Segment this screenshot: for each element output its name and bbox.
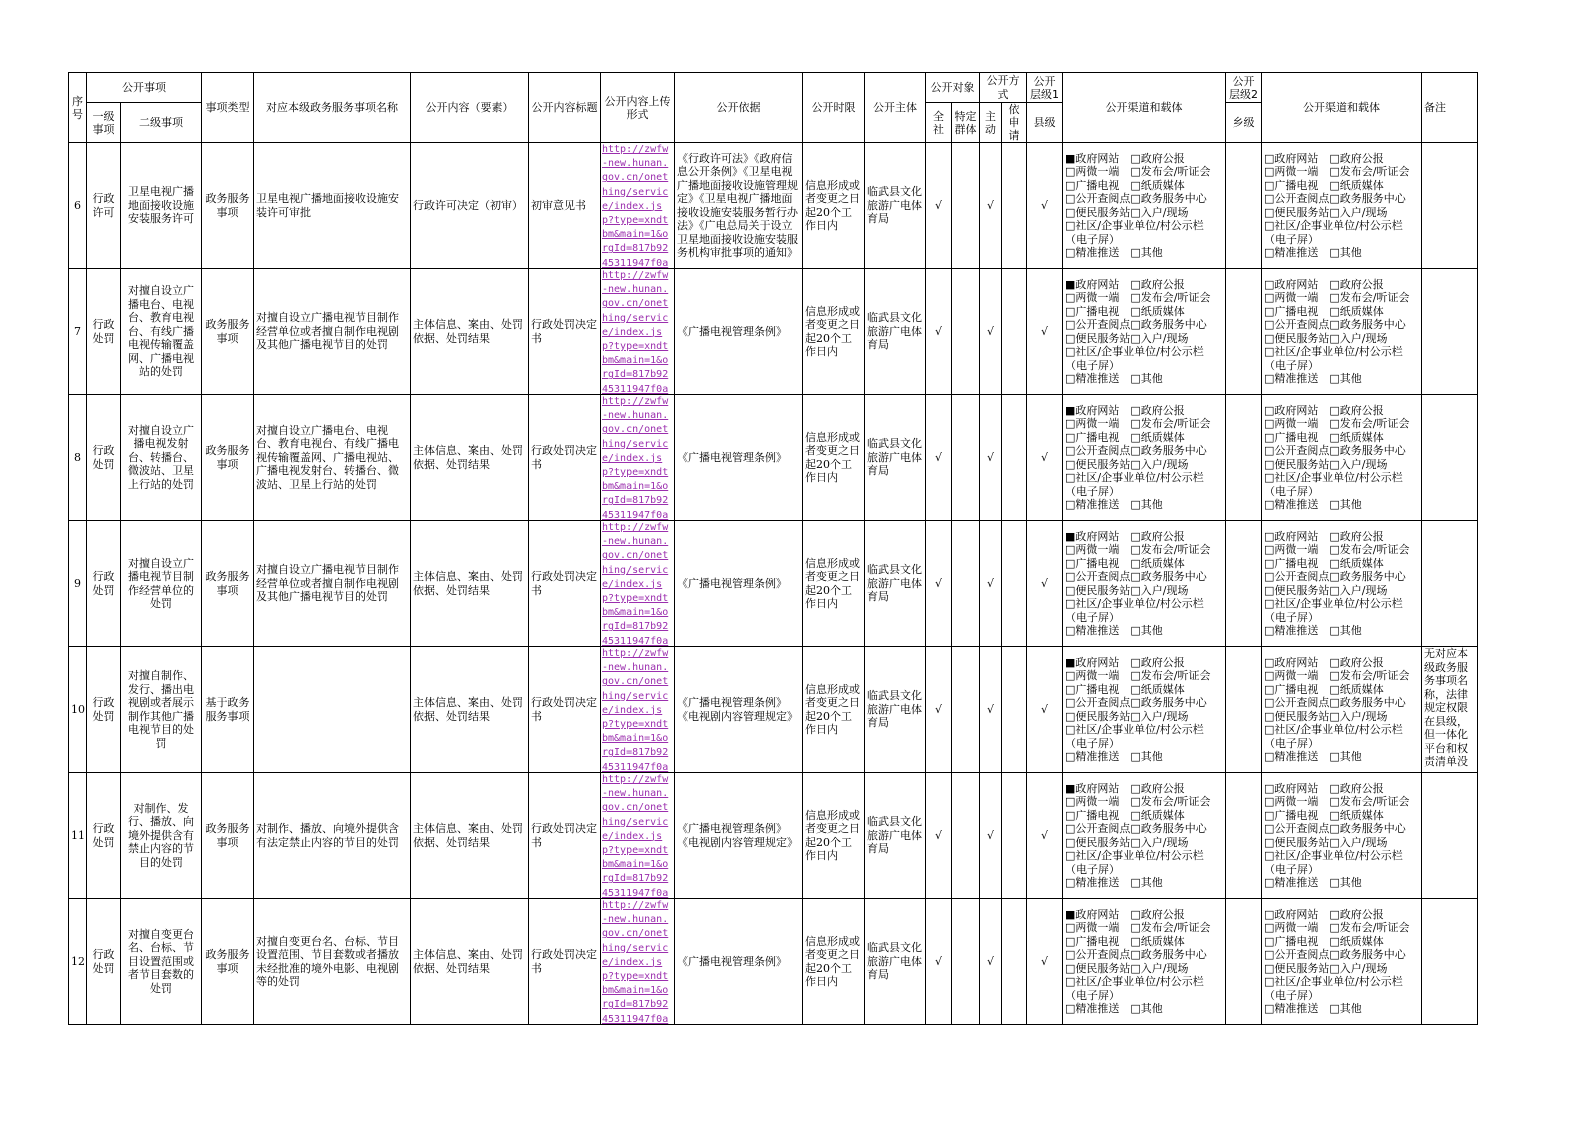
header-township: 乡级 [1226,103,1262,143]
row-channels-county: ■政府网站 □政府公报 □两微一端 □发布会/听证会 □广播电视 □纸质媒体 □公开查阅点□政务服务中心 □便民服务站□入户/现场 □社区/企事业单位/村公示栏 （电子屏） □精准推送 □其他 [1063,647,1226,773]
header-service-name: 对应本级政务服务事项名称 [254,73,411,143]
row-obj-specific [952,395,980,521]
row-item-type: 政务服务事项 [202,143,254,269]
header-tier2: 公开层级2 [1226,73,1262,103]
row-method-apply [1002,143,1027,269]
row-subject: 临武县文化旅游广电体育局 [865,143,926,269]
row-method-active: √ [980,269,1002,395]
row-method-active: √ [980,647,1002,773]
row-subject: 临武县文化旅游广电体育局 [865,899,926,1025]
row-upload-link [601,395,675,521]
row-content: 主体信息、案由、处罚依据、处罚结果 [411,395,529,521]
row-channels-township: □政府网站 □政府公报 □两微一端 □发布会/听证会 □广播电视 □纸质媒体 □公开查阅点□政务服务中心 □便民服务站□入户/现场 □社区/企事业单位/村公示栏 （电子屏） □精准推送 □其他 [1262,647,1422,773]
disclosure-table [68,72,1478,1025]
header-seq: 序号 [69,73,87,143]
row-item-type: 基于政务服务事项 [202,647,254,773]
row-time-limit: 信息形成或者变更之日起20个工作日内 [803,899,865,1025]
row-item-type: 政务服务事项 [202,521,254,647]
row-level2: 对擅自设立广播电视发射台、转播台、微波站、卫星上行站的处罚 [121,395,202,521]
row-seq: 8 [69,395,87,521]
row-basis: 《广播电视管理条例》 [675,269,803,395]
row-township [1226,395,1262,521]
upload-link[interactable]: http://zwfw-new.hunan.gov.cn/onething/service/index.jsp?type=xndtbm&main=1&orgId=817b9245311947f0a [602,144,669,268]
row-seq: 12 [69,899,87,1025]
row-content: 主体信息、案由、处罚依据、处罚结果 [411,269,529,395]
row-upload-link [601,647,675,773]
row-level2: 对擅自制作、发行、播出电视剧或者展示制作其他广播电视节目的处罚 [121,647,202,773]
row-channels-township: □政府网站 □政府公报 □两微一端 □发布会/听证会 □广播电视 □纸质媒体 □公开查阅点□政务服务中心 □便民服务站□入户/现场 □社区/企事业单位/村公示栏 （电子屏） □精准推送 □其他 [1262,521,1422,647]
row-upload-link [601,143,675,269]
header-time-limit: 公开时限 [803,73,865,143]
table-row [69,647,1478,773]
row-level1: 行政许可 [87,143,121,269]
row-content-title: 行政处罚决定书 [529,521,601,647]
upload-link[interactable]: http://zwfw-new.hunan.gov.cn/onething/service/index.jsp?type=xndtbm&main=1&orgId=817b9245311947f0a [602,774,669,898]
row-channels-township: □政府网站 □政府公报 □两微一端 □发布会/听证会 □广播电视 □纸质媒体 □公开查阅点□政务服务中心 □便民服务站□入户/现场 □社区/企事业单位/村公示栏 （电子屏） □精准推送 □其他 [1262,395,1422,521]
row-service-name: 卫星电视广播地面接收设施安装许可审批 [254,143,411,269]
row-remark [1422,773,1478,899]
row-content-title: 行政处罚决定书 [529,647,601,773]
row-seq: 9 [69,521,87,647]
row-obj-all: √ [926,269,952,395]
table-row [69,521,1478,647]
row-content: 主体信息、案由、处罚依据、处罚结果 [411,899,529,1025]
row-basis: 《广播电视管理条例》《电视剧内容管理规定》 [675,647,803,773]
row-service-name: 对制作、播放、向境外提供含有法定禁止内容的节目的处罚 [254,773,411,899]
header-method-apply: 依申请 [1002,103,1027,143]
header-channels2: 公开渠道和载体 [1262,73,1422,143]
row-method-apply [1002,521,1027,647]
row-level1: 行政处罚 [87,521,121,647]
row-obj-specific [952,647,980,773]
row-county: √ [1027,521,1063,647]
row-county: √ [1027,395,1063,521]
row-obj-all: √ [926,899,952,1025]
row-time-limit: 信息形成或者变更之日起20个工作日内 [803,395,865,521]
header-obj-all: 全社 [926,103,952,143]
row-basis: 《行政许可法》《政府信息公开条例》《卫星电视广播地面接收设施管理规定》《卫星电视广播地面接收设施安装服务暂行办法》《广电总局关于设立卫星地面接收设施安装服务机构审批事项的通知》 [675,143,803,269]
header-remark: 备注 [1422,73,1478,143]
row-time-limit: 信息形成或者变更之日起20个工作日内 [803,773,865,899]
row-time-limit: 信息形成或者变更之日起20个工作日内 [803,521,865,647]
row-time-limit: 信息形成或者变更之日起20个工作日内 [803,647,865,773]
upload-link[interactable]: http://zwfw-new.hunan.gov.cn/onething/service/index.jsp?type=xndtbm&main=1&orgId=817b9245311947f0a [602,648,669,772]
row-level1: 行政处罚 [87,269,121,395]
row-method-apply [1002,899,1027,1025]
row-level2: 对擅自设立广播电视节目制作经营单位的处罚 [121,521,202,647]
row-remark [1422,521,1478,647]
row-content-title: 初审意见书 [529,143,601,269]
row-township [1226,899,1262,1025]
header-public-object: 公开对象 [926,73,980,103]
header-content-title: 公开内容标题 [529,73,601,143]
row-channels-county: ■政府网站 □政府公报 □两微一端 □发布会/听证会 □广播电视 □纸质媒体 □公开查阅点□政务服务中心 □便民服务站□入户/现场 □社区/企事业单位/村公示栏 （电子屏） □精准推送 □其他 [1063,521,1226,647]
upload-link[interactable]: http://zwfw-new.hunan.gov.cn/onething/service/index.jsp?type=xndtbm&main=1&orgId=817b9245311947f0a [602,396,669,520]
table-row [69,143,1478,269]
header-item-type: 事项类型 [202,73,254,143]
row-seq: 11 [69,773,87,899]
row-seq: 10 [69,647,87,773]
row-content: 行政许可决定（初审） [411,143,529,269]
row-basis: 《广播电视管理条例》《电视剧内容管理规定》 [675,773,803,899]
row-level1: 行政处罚 [87,395,121,521]
row-upload-link [601,269,675,395]
row-content: 主体信息、案由、处罚依据、处罚结果 [411,521,529,647]
row-township [1226,521,1262,647]
row-remark [1422,143,1478,269]
row-basis: 《广播电视管理条例》 [675,521,803,647]
row-channels-county: ■政府网站 □政府公报 □两微一端 □发布会/听证会 □广播电视 □纸质媒体 □公开查阅点□政务服务中心 □便民服务站□入户/现场 □社区/企事业单位/村公示栏 （电子屏） □精准推送 □其他 [1063,773,1226,899]
row-subject: 临武县文化旅游广电体育局 [865,269,926,395]
header-obj-specific: 特定群体 [952,103,980,143]
row-content-title: 行政处罚决定书 [529,269,601,395]
header-county: 县级 [1027,103,1063,143]
row-county: √ [1027,899,1063,1025]
row-upload-link [601,521,675,647]
row-basis: 《广播电视管理条例》 [675,395,803,521]
row-service-name: 对擅自变更台名、台标、节目设置范围、节目套数或者播放未经批准的境外电影、电视剧等的处罚 [254,899,411,1025]
row-method-apply [1002,395,1027,521]
row-service-name [254,647,411,773]
upload-link[interactable]: http://zwfw-new.hunan.gov.cn/onething/service/index.jsp?type=xndtbm&main=1&orgId=817b9245311947f0a [602,900,669,1024]
row-service-name: 对擅自设立广播电视节目制作经营单位或者擅自制作电视剧及其他广播电视节目的处罚 [254,521,411,647]
row-township [1226,143,1262,269]
header-subject: 公开主体 [865,73,926,143]
row-time-limit: 信息形成或者变更之日起20个工作日内 [803,269,865,395]
row-obj-specific [952,521,980,647]
row-upload-link [601,773,675,899]
row-township [1226,647,1262,773]
row-service-name: 对擅自设立广播电台、电视台、教育电视台、有线广播电视传输覆盖网、广播电视站、广播电视发射台、转播台、微波站、卫星上行站的处罚 [254,395,411,521]
row-content: 主体信息、案由、处罚依据、处罚结果 [411,647,529,773]
row-method-active: √ [980,521,1002,647]
row-basis: 《广播电视管理条例》 [675,899,803,1025]
row-item-type: 政务服务事项 [202,269,254,395]
header-content: 公开内容（要素） [411,73,529,143]
row-remark [1422,395,1478,521]
row-channels-county: ■政府网站 □政府公报 □两微一端 □发布会/听证会 □广播电视 □纸质媒体 □公开查阅点□政务服务中心 □便民服务站□入户/现场 □社区/企事业单位/村公示栏 （电子屏） □精准推送 □其他 [1063,143,1226,269]
upload-link[interactable]: http://zwfw-new.hunan.gov.cn/onething/service/index.jsp?type=xndtbm&main=1&orgId=817b9245311947f0a [602,270,669,394]
row-content: 主体信息、案由、处罚依据、处罚结果 [411,773,529,899]
row-subject: 临武县文化旅游广电体育局 [865,521,926,647]
row-seq: 7 [69,269,87,395]
row-level2: 对擅自变更台名、台标、节目设置范围或者节目套数的处罚 [121,899,202,1025]
row-time-limit: 信息形成或者变更之日起20个工作日内 [803,143,865,269]
row-level2: 卫星电视广播地面接收设施安装服务许可 [121,143,202,269]
row-service-name: 对擅自设立广播电视节目制作经营单位或者擅自制作电视剧及其他广播电视节目的处罚 [254,269,411,395]
row-channels-county: ■政府网站 □政府公报 □两微一端 □发布会/听证会 □广播电视 □纸质媒体 □公开查阅点□政务服务中心 □便民服务站□入户/现场 □社区/企事业单位/村公示栏 （电子屏） □精准推送 □其他 [1063,899,1226,1025]
header-method-active: 主动 [980,103,1002,143]
row-item-type: 政务服务事项 [202,899,254,1025]
row-remark [1422,899,1478,1025]
row-level2: 对制作、发行、播放、向境外提供含有禁止内容的节目的处罚 [121,773,202,899]
row-channels-township: □政府网站 □政府公报 □两微一端 □发布会/听证会 □广播电视 □纸质媒体 □公开查阅点□政务服务中心 □便民服务站□入户/现场 □社区/企事业单位/村公示栏 （电子屏） □精准推送 □其他 [1262,773,1422,899]
row-method-apply [1002,647,1027,773]
row-method-active: √ [980,899,1002,1025]
row-obj-all: √ [926,773,952,899]
row-obj-all: √ [926,521,952,647]
table-row [69,395,1478,521]
row-method-apply [1002,269,1027,395]
row-county: √ [1027,269,1063,395]
row-level2: 对擅自设立广播电台、电视台、教育电视台、有线广播电视传输覆盖网、广播电视站的处罚 [121,269,202,395]
row-item-type: 政务服务事项 [202,395,254,521]
row-remark: 无对应本级政务服务事项名称，法律规定权限在县级，但一体化平台和权责清单没 [1422,647,1478,773]
row-item-type: 政务服务事项 [202,773,254,899]
table-row [69,269,1478,395]
row-obj-specific [952,773,980,899]
row-obj-all: √ [926,395,952,521]
header-channels1: 公开渠道和载体 [1063,73,1226,143]
row-method-active: √ [980,395,1002,521]
row-remark [1422,269,1478,395]
row-content-title: 行政处罚决定书 [529,395,601,521]
row-level1: 行政处罚 [87,899,121,1025]
table-row [69,773,1478,899]
table-row [69,899,1478,1025]
header-public-item: 公开事项 [87,73,202,103]
header-basis: 公开依据 [675,73,803,143]
row-township [1226,773,1262,899]
header-tier1: 公开层级1 [1027,73,1063,103]
row-level1: 行政处罚 [87,647,121,773]
row-content-title: 行政处罚决定书 [529,899,601,1025]
row-level1: 行政处罚 [87,773,121,899]
row-county: √ [1027,143,1063,269]
row-subject: 临武县文化旅游广电体育局 [865,647,926,773]
header-level1: 一级事项 [87,103,121,143]
row-obj-specific [952,143,980,269]
row-method-apply [1002,773,1027,899]
header-upload-form: 公开内容上传形式 [601,73,675,143]
row-obj-all: √ [926,647,952,773]
row-content-title: 行政处罚决定书 [529,773,601,899]
header-level2: 二级事项 [121,103,202,143]
row-method-active: √ [980,143,1002,269]
row-channels-township: □政府网站 □政府公报 □两微一端 □发布会/听证会 □广播电视 □纸质媒体 □公开查阅点□政务服务中心 □便民服务站□入户/现场 □社区/企事业单位/村公示栏 （电子屏） □精准推送 □其他 [1262,899,1422,1025]
row-method-active: √ [980,773,1002,899]
row-seq: 6 [69,143,87,269]
row-subject: 临武县文化旅游广电体育局 [865,395,926,521]
row-channels-county: ■政府网站 □政府公报 □两微一端 □发布会/听证会 □广播电视 □纸质媒体 □公开查阅点□政务服务中心 □便民服务站□入户/现场 □社区/企事业单位/村公示栏 （电子屏） □精准推送 □其他 [1063,395,1226,521]
upload-link[interactable]: http://zwfw-new.hunan.gov.cn/onething/service/index.jsp?type=xndtbm&main=1&orgId=817b9245311947f0a [602,522,669,646]
header-public-method: 公开方式 [980,73,1027,103]
row-channels-township: □政府网站 □政府公报 □两微一端 □发布会/听证会 □广播电视 □纸质媒体 □公开查阅点□政务服务中心 □便民服务站□入户/现场 □社区/企事业单位/村公示栏 （电子屏） □精准推送 □其他 [1262,269,1422,395]
row-obj-specific [952,269,980,395]
row-channels-township: □政府网站 □政府公报 □两微一端 □发布会/听证会 □广播电视 □纸质媒体 □公开查阅点□政务服务中心 □便民服务站□入户/现场 □社区/企事业单位/村公示栏 （电子屏） □精准推送 □其他 [1262,143,1422,269]
row-county: √ [1027,773,1063,899]
row-township [1226,269,1262,395]
row-county: √ [1027,647,1063,773]
row-obj-all: √ [926,143,952,269]
row-upload-link [601,899,675,1025]
row-channels-county: ■政府网站 □政府公报 □两微一端 □发布会/听证会 □广播电视 □纸质媒体 □公开查阅点□政务服务中心 □便民服务站□入户/现场 □社区/企事业单位/村公示栏 （电子屏） □精准推送 □其他 [1063,269,1226,395]
row-obj-specific [952,899,980,1025]
row-subject: 临武县文化旅游广电体育局 [865,773,926,899]
